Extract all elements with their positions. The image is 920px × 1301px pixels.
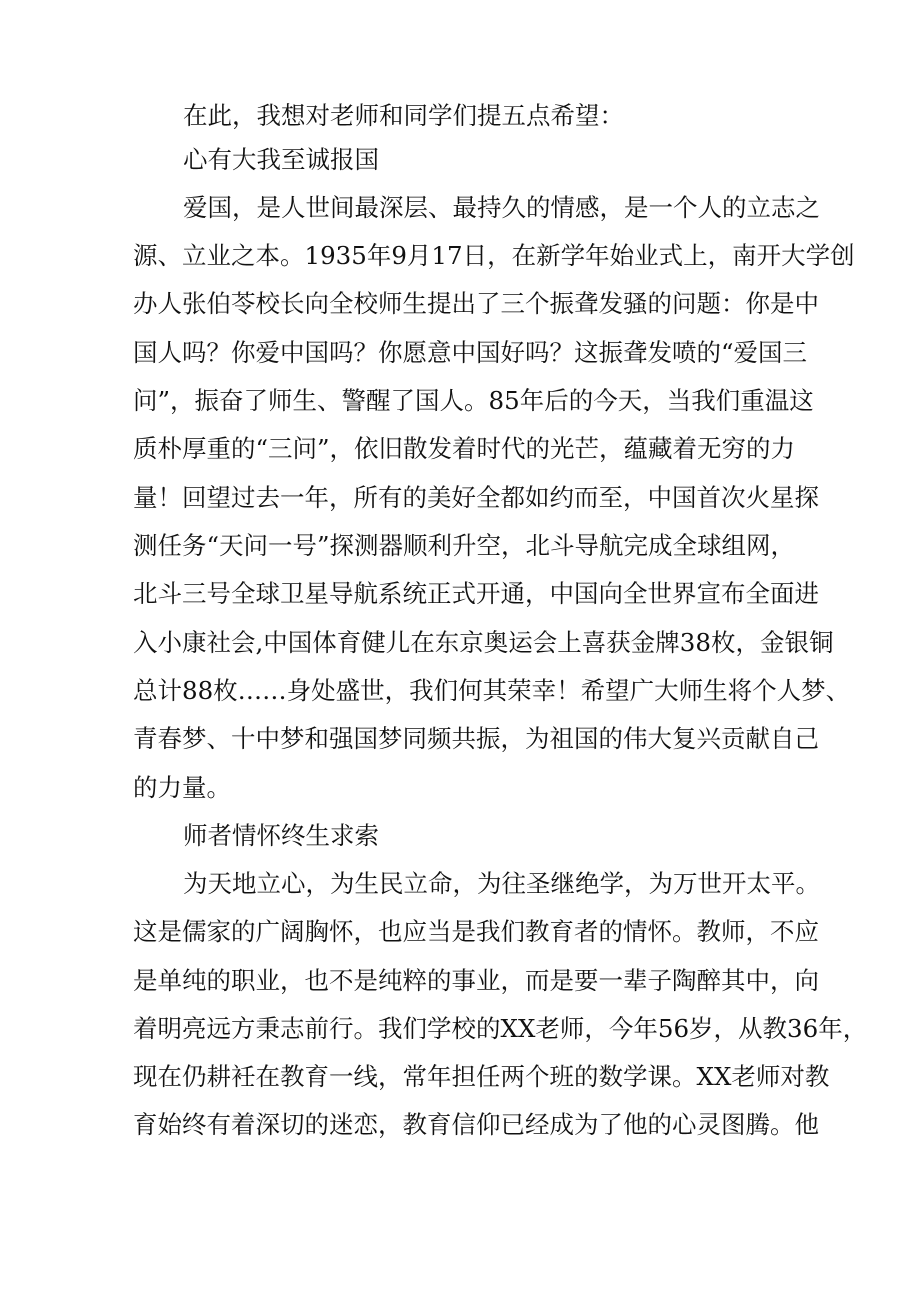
section-1-paragraph-line-13: 的力量。 — [133, 773, 231, 802]
section-1-paragraph-line-10: 入小康社会,中国体育健儿在东京奥运会上喜获金牌38枚，金银铜 — [133, 628, 834, 657]
section-1-paragraph-line-12: 青春梦、十中梦和强国梦同频共振，为祖国的伟大复兴贡献自己 — [133, 724, 819, 753]
section-2-heading: 师者情怀终生求索 — [183, 821, 379, 850]
section-2-paragraph-line-1: 为天地立心，为生民立命，为往圣继绝学，为万世开太平。 — [183, 869, 820, 898]
section-1-paragraph-line-3: 办人张伯苓校长向全校师生提出了三个振聋发骚的问题：你是中 — [133, 289, 819, 318]
section-1-paragraph-line-5: 问”，振奋了师生、警醒了国人。85年后的今天，当我们重温这 — [133, 386, 814, 415]
section-1-paragraph-line-11: 总计88枚……身处盛世，我们何其荣幸！希望广大师生将个人梦、 — [133, 676, 851, 705]
section-1-paragraph-line-4: 国人吗？你爱中国吗？你愿意中国好吗？这振聋发喷的“爱国三 — [133, 338, 808, 367]
section-1-paragraph-line-1: 爱国，是人世间最深层、最持久的情感，是一个人的立志之 — [183, 193, 820, 222]
section-2-paragraph-line-6: 育始终有着深切的迷恋，教育信仰已经成为了他的心灵图腾。他 — [133, 1110, 819, 1139]
intro-paragraph: 在此，我想对老师和同学们提五点希望： — [183, 101, 624, 130]
section-1-paragraph-line-2: 源、立业之本。1935年9月17日，在新学年始业式上，南开大学创 — [133, 241, 855, 270]
section-1-paragraph-line-9: 北斗三号全球卫星导航系统正式开通，中国向全世界宣布全面进 — [133, 579, 819, 608]
section-2-paragraph-line-2: 这是儒家的广阔胸怀，也应当是我们教育者的情怀。教师，不应 — [133, 917, 819, 946]
section-1-paragraph-line-6: 质朴厚重的“三问”，依旧散发着时代的光芒，蕴藏着无穷的力 — [133, 434, 796, 463]
section-1-heading: 心有大我至诚报国 — [183, 145, 379, 174]
section-2-paragraph-line-5: 现在仍耕衽在教育一线，常年担任两个班的数学课。XX老师对教 — [133, 1062, 830, 1091]
section-2-paragraph-line-3: 是单纯的职业，也不是纯粹的事业，而是要一辈子陶醉其中，向 — [133, 966, 819, 995]
section-1-paragraph-line-7: 量！回望过去一年，所有的美好全都如约而至，中国首次火星探 — [133, 483, 819, 512]
section-2-paragraph-line-4: 着明亮远方秉志前行。我们学校的XX老师，今年56岁，从教36年， — [133, 1014, 868, 1043]
section-1-paragraph-line-8: 测任务“天问一号”探测器顺利升空，北斗导航完成全球组网， — [133, 531, 796, 560]
